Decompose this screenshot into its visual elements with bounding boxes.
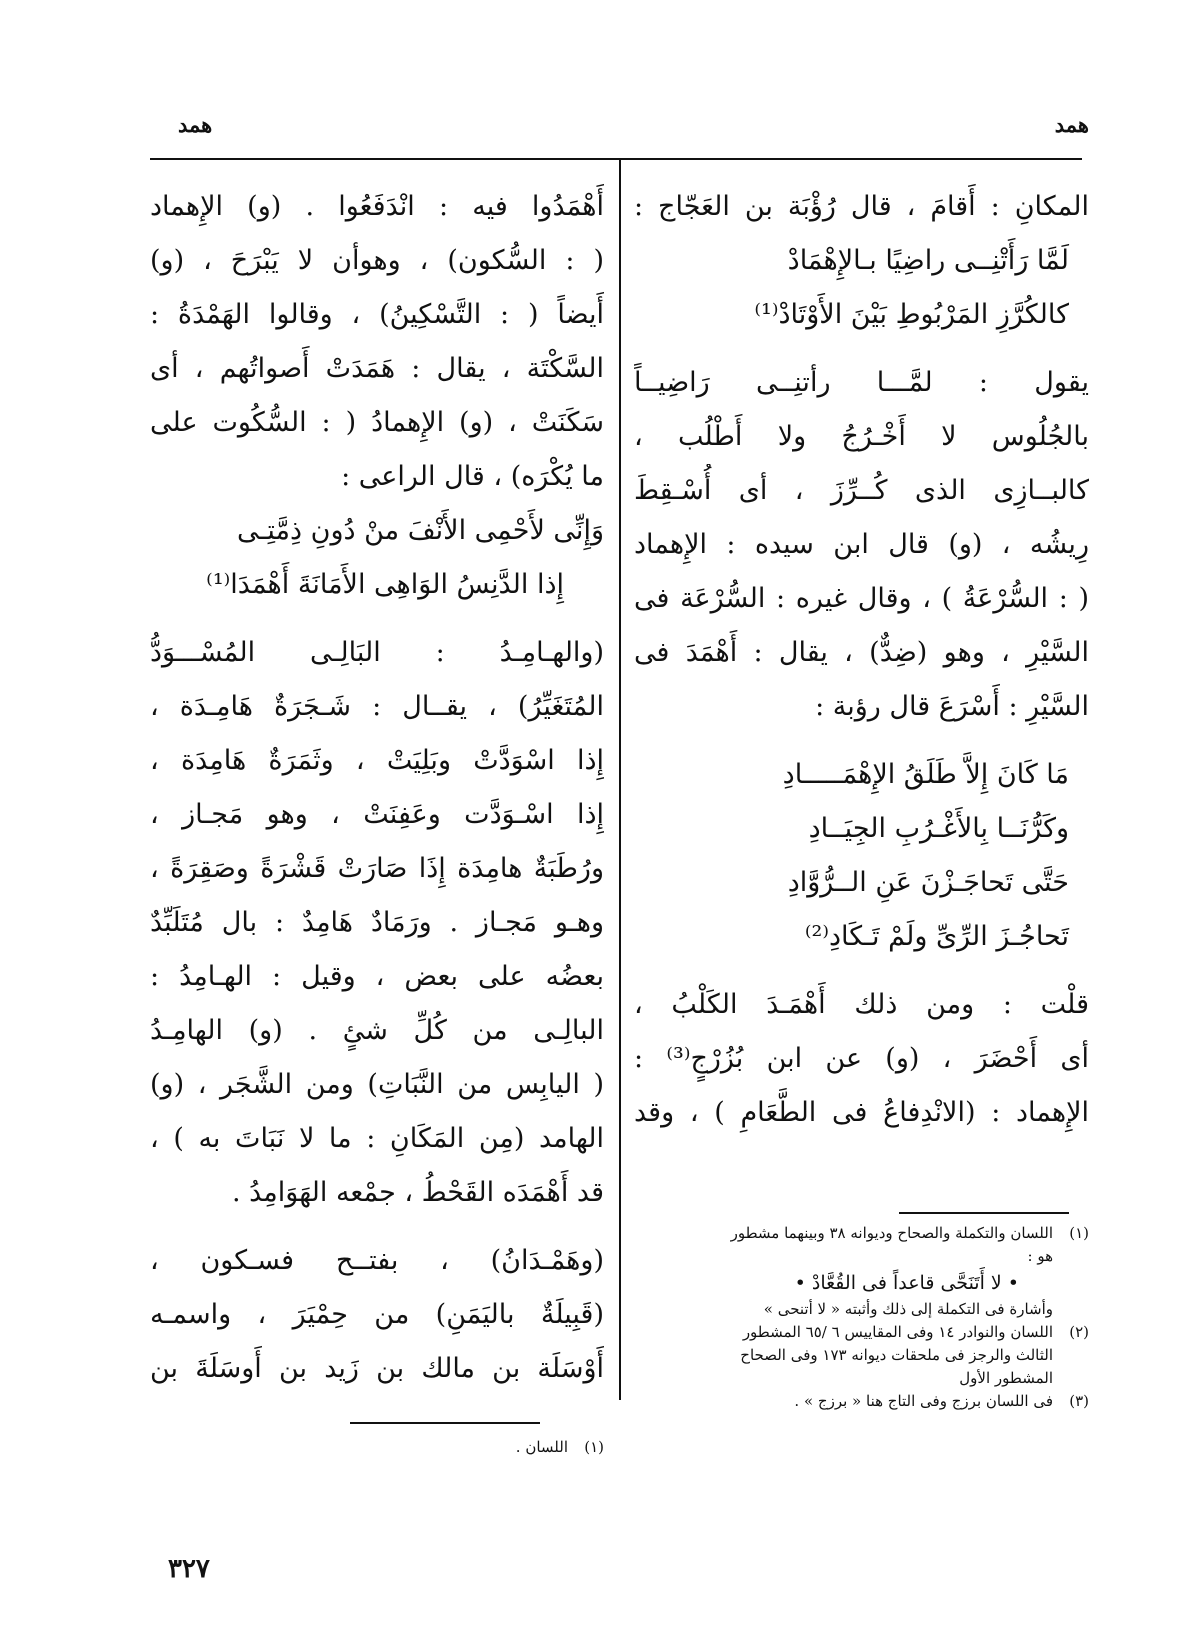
footnote — [629, 1222, 1089, 1245]
text-line: السَّكْتَة ، يقال : هَمَدَتْ أَصواتُهم ، أى — [150, 353, 604, 384]
running-head-right: همد — [1054, 112, 1089, 137]
footnote-number: (١) — [1069, 1224, 1089, 1242]
text-line: ( : السُّكون) ، وهوأن لا يَبْرَحَ ، (و) — [150, 245, 604, 276]
text-line: وهـو مَجـاز . ورَمَادٌ هَامِدٌ : بال مُتَلَبِّدٌ — [150, 907, 604, 938]
text-line: المُتَغَيِّرُ) ، يقــال : شَـجَرَةٌ هَامِـدَة ، — [150, 691, 604, 722]
running-head-left: همد — [178, 112, 213, 137]
verse-line: وكَرُّنَــا بِالأَغْـرُبِ الجِيَــادِ — [808, 813, 1069, 844]
verse-line: حَتَّى تَحاجَـزْنَ عَنِ الــرُّوَّادِ — [787, 867, 1069, 898]
text-line: أَهْمَدُوا فيه : انْدَفَعُوا . (و) الإِهماد — [150, 191, 604, 222]
footnote-continuation: هو : — [1027, 1247, 1053, 1265]
text-line: السَّيْرِ : أَسْرَعَ قال رؤبة : — [815, 691, 1089, 722]
column-divider — [619, 160, 621, 1400]
text-line: سَكَنَتْ ، (و) الإِهمادُ ( : السُّكُوت على — [150, 407, 604, 438]
text-line: رِيشُه ، (و) قال ابن سيده : الإِهماد — [634, 529, 1089, 560]
text-line: بعضُه على بعض ، وقيل : الهـامِدُ : — [150, 961, 604, 992]
left-column — [150, 180, 604, 1396]
text-line: أَيضاً ( : التَّسْكِينُ) ، وقالوا الهَمْدَةُ : — [150, 299, 604, 330]
right-column — [634, 180, 1089, 1140]
page-number: ٣٢٧ — [168, 1554, 210, 1584]
verse-line: لَمَّا رَأَتْنِــى راضِيًا بـالإِهْمَادْ — [787, 245, 1069, 276]
text-line: الإِهماد : (الانْدِفاعُ فى الطَّعَامِ ) ، وقد — [634, 1097, 1089, 1128]
text-line: ورُطَبَةٌ هامِدَة إِذَا صَارَتْ قَشْرَةً وصَقِرَةً ، — [150, 853, 604, 884]
text-line: ( : السُّرْعَةُ ) ، وقال غيره : السُّرْعَة فى — [634, 583, 1089, 614]
text-line: إِذا اسْوَدَّتْ وبَلِيَتْ ، وثَمَرَةٌ هَامِدَة ، — [150, 745, 604, 776]
footnotes-right — [629, 1222, 1089, 1413]
footnote-rule — [899, 1212, 1069, 1214]
footnote — [629, 1321, 1089, 1344]
text-line: أَوْسَلَة بن مالك بن زَيد بن أَوسَلَةَ بن — [150, 1353, 604, 1384]
text-line: (قَبِيلَةٌ باليَمَنِ) من حِمْيَرَ ، واسمـه — [150, 1299, 604, 1330]
text-line: (وهَمْـدَانُ) ، بفتــح فسـكون ، — [150, 1245, 604, 1276]
text-line: إِذا اسْـوَدَّت وعَفِنَتْ ، وهو مَجـاز ، — [150, 799, 604, 830]
verse-line: تَحاجُـزَ الرِّىِّ ولَمْ تَـكَادِ⁽²⁾ — [804, 921, 1069, 952]
text-line: السَّيْرِ ، وهو (ضِدٌّ) ، يقال : أَهْمَدَ فى — [634, 637, 1089, 668]
footnote — [150, 1436, 604, 1459]
footnote-text: اللسان والتكملة والصحاح وديوانه ٣٨ وبينهما مشطور — [730, 1224, 1053, 1242]
text-line: ما يُكْرَه) ، قال الراعى : — [341, 461, 604, 492]
verse-line: وَإِنِّى لأَحْمِى الأَنْفَ منْ دُونِ ذِمَّتِـى — [237, 515, 604, 546]
verse-line: مَا كَانَ إِلاَّ طَلَقُ الإِهْمَـــــادِ — [782, 759, 1069, 790]
footnote-text: فى اللسان برزج وفى التاج هنا « برزج » . — [794, 1392, 1053, 1410]
footnote — [629, 1390, 1089, 1413]
text-line: كالبــازِى الذى كُــرِّزَ ، أى أُسْـقِطَ — [634, 475, 1089, 506]
text-line: قلْت : ومن ذلك أَهْمَـدَ الكَلْبُ ، — [634, 989, 1089, 1020]
header-rule — [150, 158, 1082, 160]
footnote-continuation: وأشارة فى التكملة إلى ذلك وأثبته « لا أتنحى » — [763, 1300, 1053, 1318]
text-line: أى أَحْضَرَ ، (و) عن ابن بُزُرْجٍ⁽³⁾ : — [634, 1043, 1089, 1074]
text-line: ( اليابِس من النَّبَاتِ) ومن الشَّجَر ، (و) — [150, 1069, 604, 1100]
footnote-number: (١) — [584, 1438, 604, 1456]
footnote-verse: • لا أَتَنَحَّى قاعداً فى القُعَّادْ • — [794, 1272, 1019, 1294]
text-line: (والهـامِـدُ : البَالِـى المُسْـــوَدُّ — [150, 637, 604, 668]
footnote-continuation: الثالث والرجز فى ملحقات ديوانه ١٧٣ وفى الصحاح — [740, 1346, 1053, 1364]
verse-line: كالكُرَّزِ المَرْبُوطِ بَيْنَ الأَوْتَادْ⁽¹⁾ — [754, 299, 1069, 330]
footnote-continuation: المشطور الأول — [959, 1369, 1053, 1387]
text-line: الهامد (مِن المَكَانِ : ما لا نَبَاتَ به ) ، — [150, 1123, 604, 1154]
text-line: المكانِ : أَقامَ ، قال رُؤْبَة بن العَجّاج : — [634, 191, 1089, 222]
text-line: قد أَهْمَدَه القَحْطُ ، جمْعه الهَوَامِدُ . — [231, 1177, 604, 1208]
footnotes-left — [150, 1436, 604, 1459]
verse-line: إِذا الدَّنِسُ الوَاهِى الأَمَانَةَ أَهْمَدَا⁽¹⁾ — [206, 569, 564, 600]
footnote-text: اللسان والنوادر ١٤ وفى المقاييس ٦ /٦٥ المشطور — [742, 1323, 1053, 1341]
footnote-number: (٢) — [1069, 1323, 1089, 1341]
text-line: البالِـى من كُلِّ شئٍ . (و) الهامِـدُ — [150, 1015, 604, 1046]
footnote-text: اللسان . — [515, 1438, 568, 1456]
text-line: بالجُلُوس لا أَخْـرُجُ ولا أَطْلُب ، — [634, 421, 1089, 452]
footnote-number: (٣) — [1069, 1392, 1089, 1410]
text-line: يقول : لمَّـــا رأتنِــى رَاضِيــاً — [634, 367, 1089, 398]
footnote-rule — [350, 1422, 540, 1424]
